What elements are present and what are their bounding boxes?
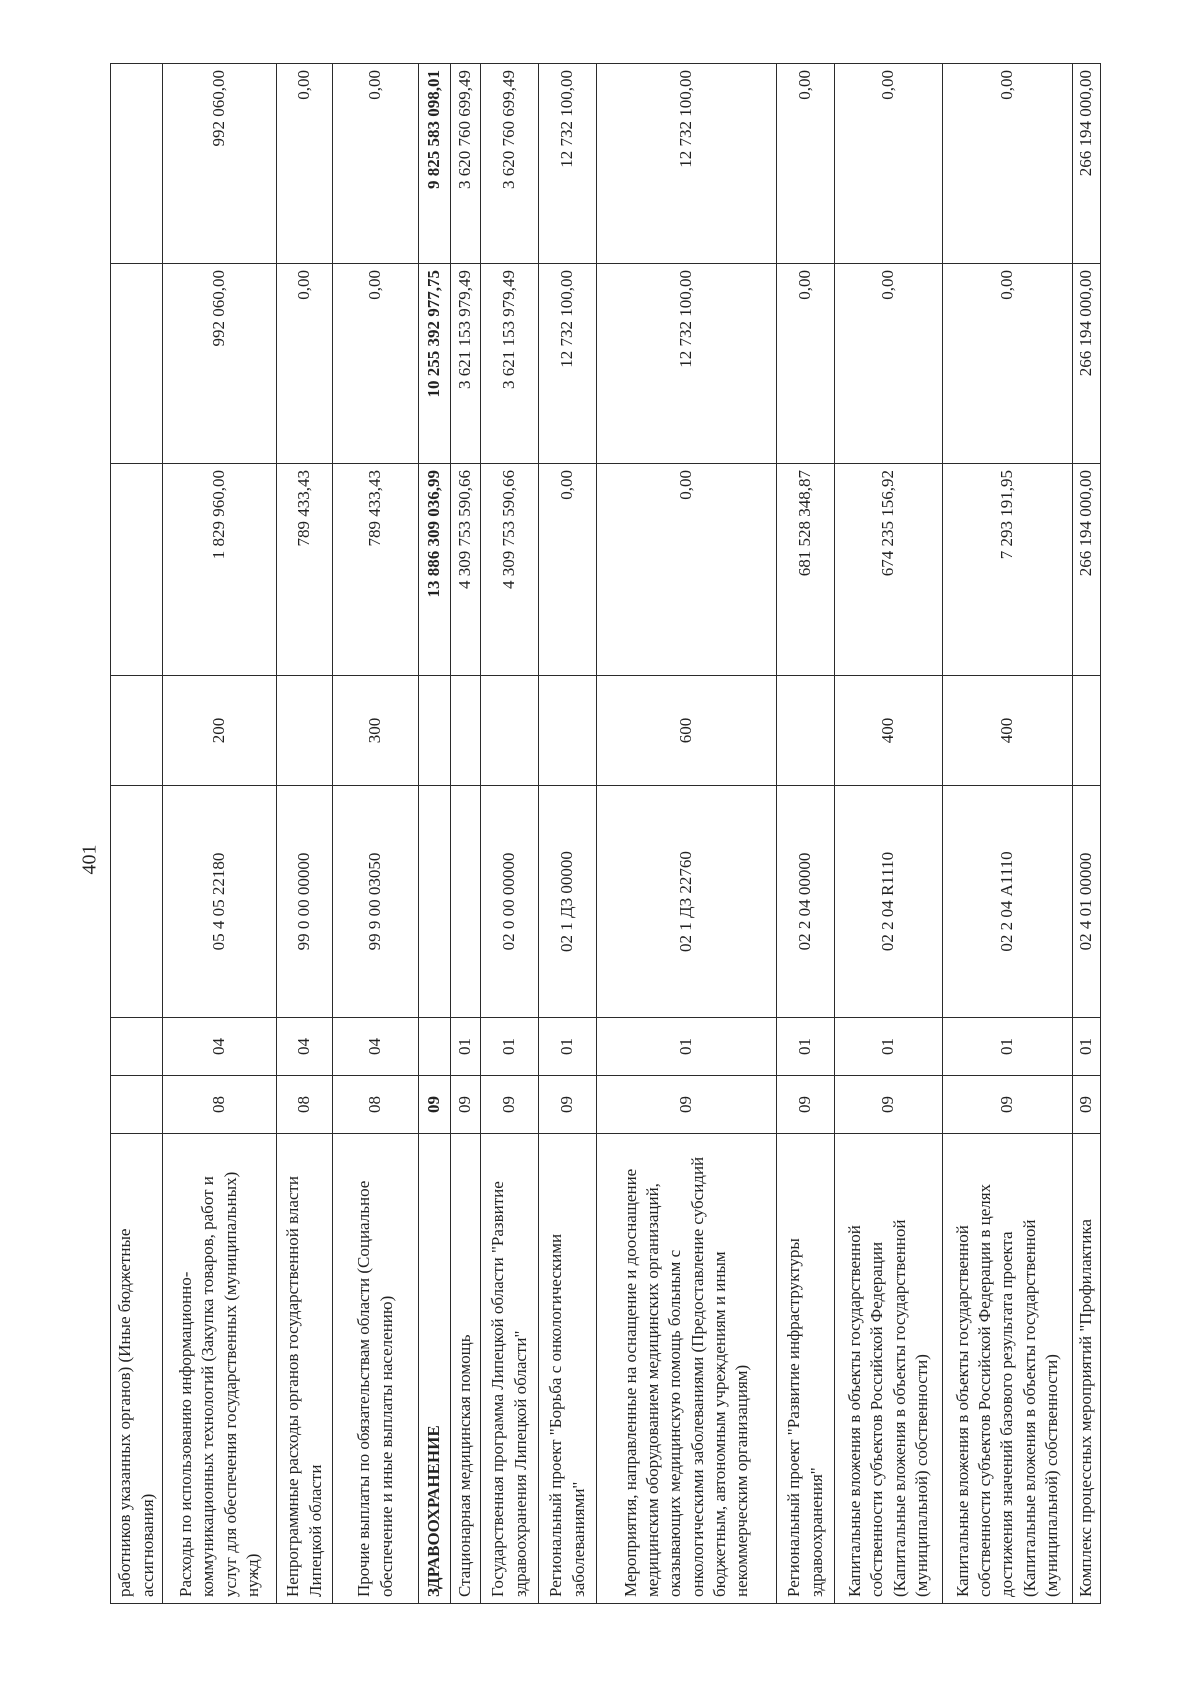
expense-type-code: 600 (597, 676, 777, 786)
subsection-code: 04 (163, 1018, 277, 1076)
expense-type-code (451, 676, 481, 786)
amount-year-3: 12 732 100,00 (539, 64, 597, 264)
amount-year-1: 4 309 753 590,66 (451, 464, 481, 676)
expense-type-code (539, 676, 597, 786)
subsection-code (419, 1018, 451, 1076)
row-description: Капитальные вложения в объекты государственной собственности субъектов Российской Федерации в целях достижения значений базового результата проекта (Капитальные вложения в объекты государственной (муниципальной) собственности) (943, 1134, 1073, 1604)
subsection-code: 01 (777, 1018, 835, 1076)
amount-year-2: 0,00 (333, 264, 419, 464)
target-article-code: 99 0 00 00000 (277, 786, 333, 1018)
section-code: 09 (835, 1076, 943, 1134)
target-article-code (451, 786, 481, 1018)
table-row (481, 64, 539, 1604)
amount-year-3: 266 194 000,00 (1073, 64, 1101, 264)
section-code: 09 (539, 1076, 597, 1134)
table-row (943, 64, 1073, 1604)
target-article-code: 02 1 Д3 22760 (597, 786, 777, 1018)
row-description: Непрограммные расходы органов государственной власти Липецкой области (277, 1134, 333, 1604)
expense-type-code (1073, 676, 1101, 786)
row-description: Расходы по использованию информационно-коммуникационных технологий (Закупка товаров, работ и услуг для обеспечения государственных (муниципальных) нужд) (163, 1134, 277, 1604)
table-row (777, 64, 835, 1604)
expense-type-code (419, 676, 451, 786)
amount-year-2: 0,00 (277, 264, 333, 464)
amount-year-3: 0,00 (835, 64, 943, 264)
amount-year-2: 3 621 153 979,49 (451, 264, 481, 464)
section-code: 09 (419, 1076, 451, 1134)
amount-year-1: 674 235 156,92 (835, 464, 943, 676)
expense-type-code: 300 (333, 676, 419, 786)
row-description: Комплекс процессных мероприятий "Профилактика (1073, 1134, 1101, 1604)
amount-year-2: 10 255 392 977,75 (419, 264, 451, 464)
subsection-code: 04 (333, 1018, 419, 1076)
amount-year-1: 681 528 348,87 (777, 464, 835, 676)
section-code: 09 (777, 1076, 835, 1134)
amount-year-2: 266 194 000,00 (1073, 264, 1101, 464)
table-row (597, 64, 777, 1604)
subsection-code: 01 (597, 1018, 777, 1076)
amount-year-3: 12 732 100,00 (597, 64, 777, 264)
amount-year-3: 0,00 (277, 64, 333, 264)
amount-year-1: 0,00 (597, 464, 777, 676)
row-description: ЗДРАВООХРАНЕНИЕ (419, 1134, 451, 1604)
amount-year-3: 0,00 (943, 64, 1073, 264)
section-code: 09 (481, 1076, 539, 1134)
target-article-code: 02 2 04 R1110 (835, 786, 943, 1018)
table-row (539, 64, 597, 1604)
target-article-code (111, 786, 163, 1018)
row-description: Стационарная медицинская помощь (451, 1134, 481, 1604)
expense-type-code: 200 (163, 676, 277, 786)
table-row (111, 64, 163, 1604)
amount-year-1: 1 829 960,00 (163, 464, 277, 676)
rotated-page-content (110, 64, 1100, 1604)
amount-year-1: 0,00 (539, 464, 597, 676)
row-description: Региональный проект "Борьба с онкологическими заболеваниями" (539, 1134, 597, 1604)
section-code: 08 (333, 1076, 419, 1134)
amount-year-2: 12 732 100,00 (597, 264, 777, 464)
target-article-code: 02 4 01 00000 (1073, 786, 1101, 1018)
section-code (111, 1076, 163, 1134)
section-code: 09 (943, 1076, 1073, 1134)
amount-year-1: 266 194 000,00 (1073, 464, 1101, 676)
amount-year-2: 992 060,00 (163, 264, 277, 464)
section-code: 08 (277, 1076, 333, 1134)
amount-year-3: 992 060,00 (163, 64, 277, 264)
page-number: 401 (78, 844, 101, 875)
target-article-code: 02 2 04 00000 (777, 786, 835, 1018)
subsection-code: 01 (451, 1018, 481, 1076)
table-row (277, 64, 333, 1604)
subsection-code (111, 1018, 163, 1076)
amount-year-1: 4 309 753 590,66 (481, 464, 539, 676)
table-row (1073, 64, 1101, 1604)
target-article-code (419, 786, 451, 1018)
amount-year-3 (111, 64, 163, 264)
row-description: Капитальные вложения в объекты государственной собственности субъектов Российской Федерации (Капитальные вложения в объекты государственной (муниципальной) собственности) (835, 1134, 943, 1604)
amount-year-3: 9 825 583 098,01 (419, 64, 451, 264)
target-article-code: 02 2 04 А1110 (943, 786, 1073, 1018)
amount-year-3: 3 620 760 699,49 (451, 64, 481, 264)
table-row (451, 64, 481, 1604)
amount-year-1: 789 433,43 (277, 464, 333, 676)
row-description: Мероприятия, направленные на оснащение и дооснащение медицинским оборудованием медицинских организаций, оказывающих медицинскую помощь больным с онкологическими заболеваниями (Предоставление субсидий бюджетным, автономным учреждениям и иным некоммерческим организациям) (597, 1134, 777, 1604)
table-row (419, 64, 451, 1604)
amount-year-1: 7 293 191,95 (943, 464, 1073, 676)
row-description: Государственная программа Липецкой области "Развитие здравоохранения Липецкой области" (481, 1134, 539, 1604)
table-row (835, 64, 943, 1604)
amount-year-1: 789 433,43 (333, 464, 419, 676)
subsection-code: 01 (481, 1018, 539, 1076)
section-code: 08 (163, 1076, 277, 1134)
subsection-code: 01 (539, 1018, 597, 1076)
expense-type-code: 400 (943, 676, 1073, 786)
expense-type-code (111, 676, 163, 786)
amount-year-2: 0,00 (835, 264, 943, 464)
table-row (163, 64, 277, 1604)
amount-year-3: 0,00 (777, 64, 835, 264)
expense-type-code (277, 676, 333, 786)
budget-table (110, 63, 1101, 1604)
target-article-code: 02 1 Д3 00000 (539, 786, 597, 1018)
subsection-code: 01 (943, 1018, 1073, 1076)
target-article-code: 05 4 05 22180 (163, 786, 277, 1018)
expense-type-code (481, 676, 539, 786)
row-description: Прочие выплаты по обязательствам области (Социальное обеспечение и иные выплаты населению) (333, 1134, 419, 1604)
amount-year-1: 13 886 309 036,99 (419, 464, 451, 676)
amount-year-3: 0,00 (333, 64, 419, 264)
table-row (333, 64, 419, 1604)
row-description: Региональный проект "Развитие инфраструктуры здравоохранения" (777, 1134, 835, 1604)
amount-year-2: 0,00 (777, 264, 835, 464)
target-article-code: 99 9 00 03050 (333, 786, 419, 1018)
amount-year-3: 3 620 760 699,49 (481, 64, 539, 264)
section-code: 09 (451, 1076, 481, 1134)
amount-year-2: 0,00 (943, 264, 1073, 464)
subsection-code: 04 (277, 1018, 333, 1076)
row-description: работников указанных органов) (Иные бюджетные ассигнования) (111, 1134, 163, 1604)
expense-type-code: 400 (835, 676, 943, 786)
target-article-code: 02 0 00 00000 (481, 786, 539, 1018)
section-code: 09 (597, 1076, 777, 1134)
section-code: 09 (1073, 1076, 1101, 1134)
amount-year-2: 3 621 153 979,49 (481, 264, 539, 464)
amount-year-2 (111, 264, 163, 464)
subsection-code: 01 (835, 1018, 943, 1076)
amount-year-1 (111, 464, 163, 676)
subsection-code: 01 (1073, 1018, 1101, 1076)
amount-year-2: 12 732 100,00 (539, 264, 597, 464)
expense-type-code (777, 676, 835, 786)
